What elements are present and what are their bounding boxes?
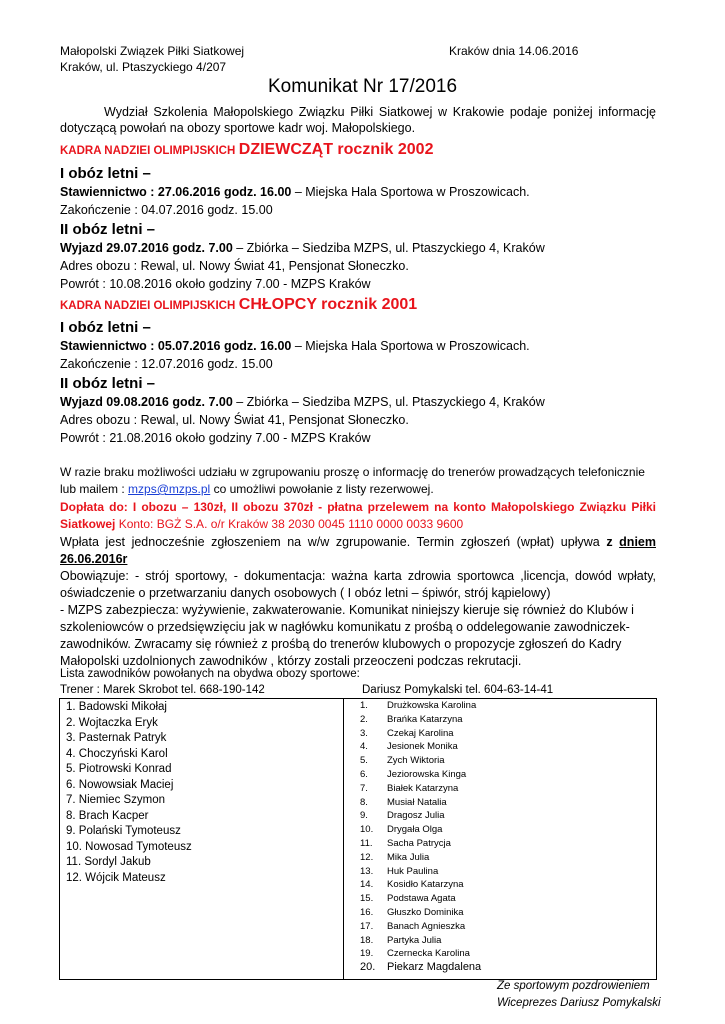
list-item: 7. Niemiec Szymon xyxy=(66,794,166,806)
list-item xyxy=(360,906,481,920)
trainer-boys: Trener : Marek Skrobot tel. 668-190-142 xyxy=(60,684,265,696)
list-item: 4. Choczyński Karol xyxy=(66,747,168,760)
list-item-name: Głuszko Dominika xyxy=(387,906,464,918)
list-item-number: 7. xyxy=(360,782,368,794)
list-item xyxy=(360,727,481,741)
email-link[interactable]: mzps@mzps.pl xyxy=(128,482,211,496)
girls-camp2-departure xyxy=(60,241,545,255)
org-name: Małopolski Związek Piłki Siatkowej xyxy=(60,44,245,58)
list-item: 2. Wojtaczka Eryk xyxy=(66,716,158,729)
girls-camp1-title: I obóz letni – xyxy=(60,165,151,182)
list-item xyxy=(360,768,481,782)
list-item xyxy=(360,754,481,768)
list-item-name: Drygała Olga xyxy=(387,824,443,836)
list-item: 12. Wójcik Mateusz xyxy=(66,871,166,884)
list-item-number: 15. xyxy=(360,893,374,905)
payment-paragraph xyxy=(60,499,656,532)
girls-camp2-title: II obóz letni – xyxy=(60,221,156,238)
list-item-name: Jesionek Monika xyxy=(387,741,458,753)
list-item-number: 13. xyxy=(360,865,374,877)
list-item: 5. Piotrowski Konrad xyxy=(66,763,172,775)
girls-kadra-prefix: KADRA NADZIEI OLIMPIJSKICH xyxy=(60,145,236,157)
boys-camp2-departure-bold: Wyjazd 09.08.2016 godz. 7.00 xyxy=(60,395,233,409)
list-item-name: Piekarz Magdalena xyxy=(387,961,482,974)
boys-kadra-prefix: KADRA NADZIEI OLIMPIJSKICH xyxy=(60,300,236,312)
list-item xyxy=(360,947,481,961)
list-item-number: 20. xyxy=(360,961,376,974)
girls-camp2-return: Powrót : 10.08.2016 około godziny 7.00 - MZPS Kraków xyxy=(60,277,371,291)
list-item-number: 19. xyxy=(360,948,374,960)
list-item-number: 16. xyxy=(360,906,374,918)
list-item xyxy=(360,934,481,948)
list-item xyxy=(360,920,481,934)
boys-kadra-heading xyxy=(60,296,417,314)
girls-kadra-main: DZIEWCZĄT rocznik 2002 xyxy=(238,141,434,158)
boys-camp2-departure xyxy=(60,395,545,409)
list-item xyxy=(360,892,481,906)
boys-list xyxy=(66,700,192,886)
deadline-paragraph xyxy=(60,534,656,567)
closing-greeting: Ze sportowym pozdrowieniem xyxy=(497,980,650,992)
list-item: 3. Pasternak Patryk xyxy=(66,732,167,744)
girls-camp2-departure-rest: – Zbiórka – Siedziba MZPS, ul. Ptaszyckiego 4, Kraków xyxy=(232,241,545,255)
list-item xyxy=(360,713,481,727)
list-item-number: 5. xyxy=(360,755,368,767)
list-intro: Lista zawodników powołanych na obydwa obozy sportowe: xyxy=(60,668,360,680)
list-item-number: 3. xyxy=(360,727,368,739)
mzps-paragraph: - MZPS zabezpiecza: wyżywienie, zakwaterowanie. Komunikat niniejszy kieruje się również do Klubów i szkoleniowców o przedsięwzięciu jak w nagłówku komunikatu z prośbą o oddelegowanie zawodniczek-zawodników. Zwracamy się również z prośbą do trenerów klubowych o propozycje zgłoszeń do Kadry Małopolski uzdolnionych zawodników , którzy zostali przeoczeni podczas rekrutacji. xyxy=(60,603,634,668)
document-date: Kraków dnia 14.06.2016 xyxy=(449,44,579,58)
list-item xyxy=(360,851,481,865)
list-item xyxy=(360,837,481,851)
notice-line2 xyxy=(60,482,434,496)
notice-line2-pre: lub mailem : xyxy=(60,482,129,496)
payment-bold: Dopłata do: I obozu – 130zł, II obozu 370zł - płatna przelewem na konto Małopolskiego Związku Piłki Siatkowej xyxy=(60,500,656,531)
list-item xyxy=(360,865,481,879)
boys-camp1-arrival xyxy=(60,339,530,353)
page-title: Komunikat Nr 17/2016 xyxy=(267,76,458,97)
girls-camp1-end: Zakończenie : 04.07.2016 godz. 15.00 xyxy=(60,203,273,217)
list-item-number: 2. xyxy=(360,713,368,725)
intro-paragraph: Wydział Szkolenia Małopolskiego Związku Piłki Siatkowej w Krakowie podaje poniżej informację dotyczącą powołań na obozy sportowe kadr woj. Małopolskiego. xyxy=(60,105,656,135)
list-item-name: Kosidło Katarzyna xyxy=(387,879,464,891)
list-item xyxy=(360,796,481,810)
list-item-name: Jeziorowska Kinga xyxy=(387,768,467,780)
list-item-number: 18. xyxy=(360,934,374,946)
girls-camp2-address: Adres obozu : Rewal, ul. Nowy Świat 41, Pensjonat Słoneczko. xyxy=(60,259,409,273)
boys-kadra-main: CHŁOPCY rocznik 2001 xyxy=(238,296,418,313)
org-address: Kraków, ul. Ptaszyckiego 4/207 xyxy=(60,60,227,74)
list-item-name: Musiał Natalia xyxy=(387,796,447,808)
list-item-name: Partyka Julia xyxy=(387,934,442,946)
list-item xyxy=(360,878,481,892)
girls-camp2-departure-bold: Wyjazd 29.07.2016 godz. 7.00 xyxy=(60,241,233,255)
notice-line1: W razie braku możliwości udziału w zgrupowaniu proszę o informację do trenerów prowadzących telefonicznie xyxy=(60,465,645,479)
list-item: 6. Nowowsiak Maciej xyxy=(66,778,174,791)
payment-account: Konto: BGŻ S.A. o/r Kraków 38 2030 0045 1110 0000 0033 9600 xyxy=(115,516,464,531)
list-item-number: 11. xyxy=(360,837,373,849)
list-item-number: 4. xyxy=(360,741,368,753)
list-item xyxy=(360,961,481,975)
boys-camp1-end: Zakończenie : 12.07.2016 godz. 15.00 xyxy=(60,357,273,371)
girls-kadra-heading xyxy=(60,141,433,159)
deadline-date: dniem 26.06.2016r xyxy=(60,535,656,566)
list-item-name: Mika Julia xyxy=(387,851,430,863)
list-item-name: Podstawa Agata xyxy=(387,893,456,905)
list-item-name: Zych Wiktoria xyxy=(387,755,445,767)
list-item xyxy=(360,809,481,823)
list-item-number: 14. xyxy=(360,879,374,891)
girls-camp1-arrival-rest: – Miejska Hala Sportowa w Proszowicach. xyxy=(291,185,530,199)
boys-camp1-arrival-bold: Stawiennictwo : 05.07.2016 godz. 16.00 xyxy=(60,339,292,353)
list-item-name: Drużkowska Karolina xyxy=(387,700,477,711)
list-item-number: 6. xyxy=(360,768,368,780)
list-item xyxy=(360,699,481,713)
list-item-number: 8. xyxy=(360,796,368,808)
girls-camp1-arrival xyxy=(60,185,530,199)
table-divider xyxy=(343,699,344,979)
list-item: 10. Nowosad Tymoteusz xyxy=(66,840,192,853)
boys-camp1-title: I obóz letni – xyxy=(60,319,151,336)
list-item-number: 1. xyxy=(360,700,368,711)
deadline-z: z xyxy=(606,535,620,549)
list-item-name: Białek Katarzyna xyxy=(387,782,459,794)
list-item-name: Brańka Katarzyna xyxy=(387,713,463,725)
list-item: 9. Polański Tymoteusz xyxy=(66,825,181,837)
boys-camp2-address: Adres obozu : Rewal, ul. Nowy Świat 41, Pensjonat Słoneczko. xyxy=(60,413,409,427)
girls-list xyxy=(360,699,481,975)
girls-camp1-arrival-bold: Stawiennictwo : 27.06.2016 godz. 16.00 xyxy=(60,185,292,199)
list-item xyxy=(360,782,481,796)
list-item-number: 17. xyxy=(360,920,374,932)
list-item-name: Czekaj Karolina xyxy=(387,727,454,739)
boys-camp2-return: Powrót : 21.08.2016 około godziny 7.00 - MZPS Kraków xyxy=(60,431,371,445)
list-item: 11. Sordyl Jakub xyxy=(66,856,151,868)
notice-line2-post: co umożliwi powołanie z listy rezerwowej. xyxy=(210,482,434,496)
list-item: 8. Brach Kacper xyxy=(66,809,149,822)
list-item-name: Czernecka Karolina xyxy=(387,948,470,960)
obligations-paragraph: Obowiązuje: - strój sportowy, - dokumentacja: ważna karta zdrowia sportowca ,licencja, dowód wpłaty, oświadczenie o przetwarzaniu danych osobowych ( I obóz letni – śpiwór, strój kąpielowy) xyxy=(60,569,656,600)
boys-camp2-departure-rest: – Zbiórka – Siedziba MZPS, ul. Ptaszyckiego 4, Kraków xyxy=(232,395,545,409)
closing-signature: Wiceprezes Dariusz Pomykalski xyxy=(497,997,661,1009)
list-item: 1. Badowski Mikołaj xyxy=(66,701,167,713)
boys-camp1-arrival-rest: – Miejska Hala Sportowa w Proszowicach. xyxy=(291,339,530,353)
list-item-name: Sacha Patrycja xyxy=(387,837,451,849)
list-item-number: 10. xyxy=(360,824,374,836)
list-item xyxy=(360,823,481,837)
list-item-name: Dragosz Julia xyxy=(387,810,445,822)
list-item-name: Huk Paulina xyxy=(387,865,439,877)
boys-camp2-title: II obóz letni – xyxy=(60,375,156,392)
list-item-number: 12. xyxy=(360,851,374,863)
list-item xyxy=(360,740,481,754)
list-item-number: 9. xyxy=(360,810,368,822)
trainer-girls: Dariusz Pomykalski tel. 604-63-14-41 xyxy=(362,684,554,696)
list-item-name: Banach Agnieszka xyxy=(387,920,466,932)
deadline-text: Wpłata jest jednocześnie zgłoszeniem na w/w zgrupowanie. Termin zgłoszeń (wpłat) upływa xyxy=(60,535,607,549)
